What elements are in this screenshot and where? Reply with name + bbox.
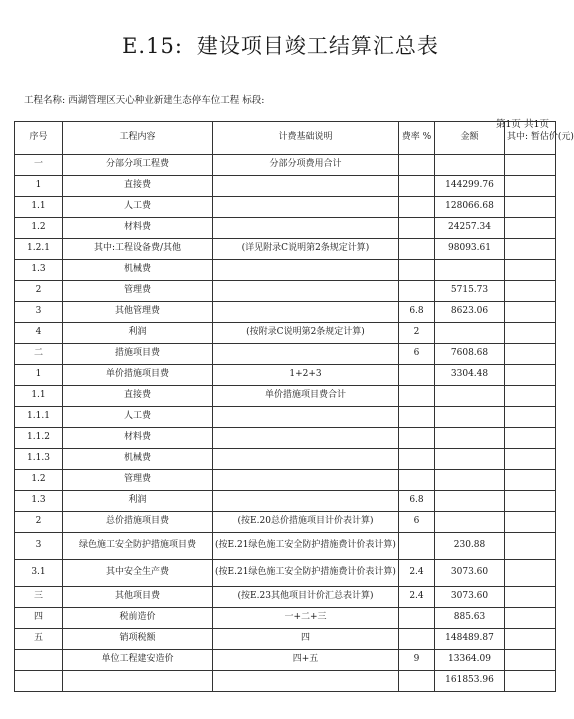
- cell-amount: 5715.73: [435, 281, 505, 302]
- cell-seq: 1.3: [15, 260, 63, 281]
- cell-basis: [213, 344, 399, 365]
- table-row: [15, 470, 556, 491]
- cell-content: 管理费: [63, 470, 213, 491]
- cell-rate: [399, 197, 435, 218]
- cell-content: 绿色施工安全防护措施项目费: [63, 533, 213, 560]
- cell-amount: 3073.60: [435, 587, 505, 608]
- cell-amount: 144299.76: [435, 176, 505, 197]
- cell-rate: 6: [399, 512, 435, 533]
- cell-estimate: [505, 449, 556, 470]
- cell-basis: 一+二+三: [213, 608, 399, 629]
- cell-seq: 1: [15, 365, 63, 386]
- cell-amount: [435, 260, 505, 281]
- cell-content: 其中:工程设备费/其他: [63, 239, 213, 260]
- cell-basis: (按E.21绿色施工安全防护措施费计价表计算): [213, 533, 399, 560]
- cell-rate: [399, 470, 435, 491]
- project-name-line: 工程名称: 西湖管理区天心种业新建生态停车位工程 标段:: [24, 95, 265, 106]
- cell-amount: [435, 428, 505, 449]
- cell-basis: [213, 407, 399, 428]
- table-body: [15, 155, 556, 692]
- cell-seq: 三: [15, 587, 63, 608]
- cell-rate: 9: [399, 650, 435, 671]
- cell-content: 销项税额: [63, 629, 213, 650]
- cell-rate: [399, 671, 435, 692]
- cell-seq: 1.3: [15, 491, 63, 512]
- cell-basis: [213, 281, 399, 302]
- cell-amount: [435, 449, 505, 470]
- cell-basis: [213, 218, 399, 239]
- cell-estimate: [505, 386, 556, 407]
- cell-content: 利润: [63, 323, 213, 344]
- cell-estimate: [505, 533, 556, 560]
- header-content: 工程内容: [63, 122, 213, 155]
- table-row: [15, 239, 556, 260]
- cell-estimate: [505, 281, 556, 302]
- table-row: [15, 155, 556, 176]
- cell-estimate: [505, 587, 556, 608]
- table-row: [15, 260, 556, 281]
- cell-estimate: [505, 491, 556, 512]
- cell-rate: [399, 407, 435, 428]
- cell-basis: 单价措施项目费合计: [213, 386, 399, 407]
- header-seq: 序号: [15, 122, 63, 155]
- cell-estimate: [505, 428, 556, 449]
- cell-basis: [213, 470, 399, 491]
- table-row: [15, 512, 556, 533]
- cell-seq: 2: [15, 512, 63, 533]
- cell-content: 机械费: [63, 260, 213, 281]
- table-row: [15, 386, 556, 407]
- cell-estimate: [505, 608, 556, 629]
- cell-amount: 128066.68: [435, 197, 505, 218]
- cell-rate: [399, 365, 435, 386]
- cell-estimate: [505, 218, 556, 239]
- cell-content: 税前造价: [63, 608, 213, 629]
- cell-seq: 3: [15, 533, 63, 560]
- cell-content: 机械费: [63, 449, 213, 470]
- cell-rate: 6.8: [399, 302, 435, 323]
- table-row: [15, 365, 556, 386]
- cell-estimate: [505, 197, 556, 218]
- cell-rate: [399, 449, 435, 470]
- cell-estimate: [505, 302, 556, 323]
- cell-amount: [435, 407, 505, 428]
- table-row: [15, 608, 556, 629]
- cell-basis: (按E.20总价措施项目计价表计算): [213, 512, 399, 533]
- cell-seq: 1.2: [15, 218, 63, 239]
- cell-content: 分部分项工程费: [63, 155, 213, 176]
- cell-amount: 7608.68: [435, 344, 505, 365]
- page-info: 第1页 共1页: [495, 119, 549, 130]
- cell-content: 材料费: [63, 218, 213, 239]
- cell-basis: 四: [213, 629, 399, 650]
- cell-content: 单位工程建安造价: [63, 650, 213, 671]
- cell-rate: 6: [399, 344, 435, 365]
- cell-rate: [399, 260, 435, 281]
- table-row: [15, 281, 556, 302]
- cell-content: 其他项目费: [63, 587, 213, 608]
- cell-content: 单价措施项目费: [63, 365, 213, 386]
- cell-estimate: [505, 470, 556, 491]
- cell-amount: 148489.87: [435, 629, 505, 650]
- cell-basis: (按附录C说明第2条规定计算): [213, 323, 399, 344]
- table-row: [15, 587, 556, 608]
- cell-amount: 8623.06: [435, 302, 505, 323]
- cell-seq: 4: [15, 323, 63, 344]
- cell-estimate: [505, 629, 556, 650]
- cell-amount: 885.63: [435, 608, 505, 629]
- cell-seq: 1.1: [15, 386, 63, 407]
- cell-basis: (按E.21绿色施工安全防护措施费计价表计算): [213, 560, 399, 587]
- title-text: 建设项目竣工结算汇总表: [196, 34, 439, 58]
- cell-basis: [213, 302, 399, 323]
- table-row: [15, 449, 556, 470]
- cell-estimate: [505, 239, 556, 260]
- cell-content: 管理费: [63, 281, 213, 302]
- cell-seq: 1.1.2: [15, 428, 63, 449]
- table-row: [15, 629, 556, 650]
- cell-estimate: [505, 671, 556, 692]
- cell-seq: 1.2: [15, 470, 63, 491]
- cell-rate: 2.4: [399, 587, 435, 608]
- cell-content: 直接费: [63, 386, 213, 407]
- cell-estimate: [505, 323, 556, 344]
- cell-seq: 二: [15, 344, 63, 365]
- cell-estimate: [505, 155, 556, 176]
- cell-amount: 3304.48: [435, 365, 505, 386]
- cell-seq: 2: [15, 281, 63, 302]
- cell-basis: [213, 491, 399, 512]
- table-row: [15, 491, 556, 512]
- cell-estimate: [505, 176, 556, 197]
- cell-rate: [399, 629, 435, 650]
- summary-table: [14, 121, 574, 692]
- cell-basis: [213, 197, 399, 218]
- cell-seq: 1.1: [15, 197, 63, 218]
- cell-rate: [399, 386, 435, 407]
- cell-amount: [435, 491, 505, 512]
- header-rate: 费率 %: [399, 122, 435, 155]
- cell-rate: [399, 428, 435, 449]
- cell-seq: [15, 671, 63, 692]
- cell-amount: 98093.61: [435, 239, 505, 260]
- title-code: E.15:: [122, 34, 183, 58]
- cell-seq: 3: [15, 302, 63, 323]
- cell-estimate: [505, 407, 556, 428]
- cell-content: 直接费: [63, 176, 213, 197]
- cell-basis: 四+五: [213, 650, 399, 671]
- cell-basis: (详见附录C说明第2条规定计算): [213, 239, 399, 260]
- table-row: [15, 428, 556, 449]
- cell-basis: (按E.23其他项目计价汇总表计算): [213, 587, 399, 608]
- cell-amount: 3073.60: [435, 560, 505, 587]
- page-title: [0, 30, 561, 60]
- cell-seq: 五: [15, 629, 63, 650]
- cell-amount: 161853.96: [435, 671, 505, 692]
- cell-rate: 2: [399, 323, 435, 344]
- table-row: [15, 650, 556, 671]
- cell-amount: [435, 155, 505, 176]
- header-amount: 金额: [435, 122, 505, 155]
- cell-amount: [435, 323, 505, 344]
- cell-rate: [399, 218, 435, 239]
- cell-estimate: [505, 560, 556, 587]
- cell-seq: 3.1: [15, 560, 63, 587]
- table-row: [15, 323, 556, 344]
- cell-content: 利润: [63, 491, 213, 512]
- cell-basis: [213, 260, 399, 281]
- header-row: [15, 122, 556, 155]
- cell-basis: [213, 176, 399, 197]
- table-row: [15, 671, 556, 692]
- cell-basis: [213, 428, 399, 449]
- cell-basis: 分部分项费用合计: [213, 155, 399, 176]
- cell-amount: 24257.34: [435, 218, 505, 239]
- cell-amount: [435, 512, 505, 533]
- cell-rate: [399, 176, 435, 197]
- cell-content: 人工费: [63, 197, 213, 218]
- cell-amount: [435, 386, 505, 407]
- cell-basis: [213, 671, 399, 692]
- cell-seq: 1.1.3: [15, 449, 63, 470]
- cell-rate: [399, 155, 435, 176]
- cell-estimate: [505, 650, 556, 671]
- table-row: [15, 218, 556, 239]
- cell-seq: 一: [15, 155, 63, 176]
- cell-estimate: [505, 365, 556, 386]
- cell-seq: [15, 650, 63, 671]
- table-row: [15, 302, 556, 323]
- cell-estimate: [505, 260, 556, 281]
- cell-content: 措施项目费: [63, 344, 213, 365]
- table-row: [15, 533, 556, 560]
- cell-rate: 2.4: [399, 560, 435, 587]
- cell-estimate: [505, 344, 556, 365]
- cell-content: 总价措施项目费: [63, 512, 213, 533]
- cell-content: [63, 671, 213, 692]
- header-basis: 计费基础说明: [213, 122, 399, 155]
- table-row: [15, 407, 556, 428]
- cell-content: 材料费: [63, 428, 213, 449]
- cell-seq: 四: [15, 608, 63, 629]
- cell-estimate: [505, 512, 556, 533]
- cell-rate: 6.8: [399, 491, 435, 512]
- header-estimate: 其中: 暂估价(元): [505, 122, 556, 155]
- cell-amount: [435, 470, 505, 491]
- cell-content: 其他管理费: [63, 302, 213, 323]
- cell-rate: [399, 239, 435, 260]
- table-row: [15, 197, 556, 218]
- cell-content: 其中安全生产费: [63, 560, 213, 587]
- cell-rate: [399, 608, 435, 629]
- cell-rate: [399, 281, 435, 302]
- cell-seq: 1.1.1: [15, 407, 63, 428]
- cell-content: 人工费: [63, 407, 213, 428]
- table-row: [15, 176, 556, 197]
- cell-amount: 13364.09: [435, 650, 505, 671]
- cell-amount: 230.88: [435, 533, 505, 560]
- cell-seq: 1.2.1: [15, 239, 63, 260]
- table-row: [15, 560, 556, 587]
- table-row: [15, 344, 556, 365]
- cell-rate: [399, 533, 435, 560]
- cell-basis: 1+2+3: [213, 365, 399, 386]
- cell-seq: 1: [15, 176, 63, 197]
- cell-basis: [213, 449, 399, 470]
